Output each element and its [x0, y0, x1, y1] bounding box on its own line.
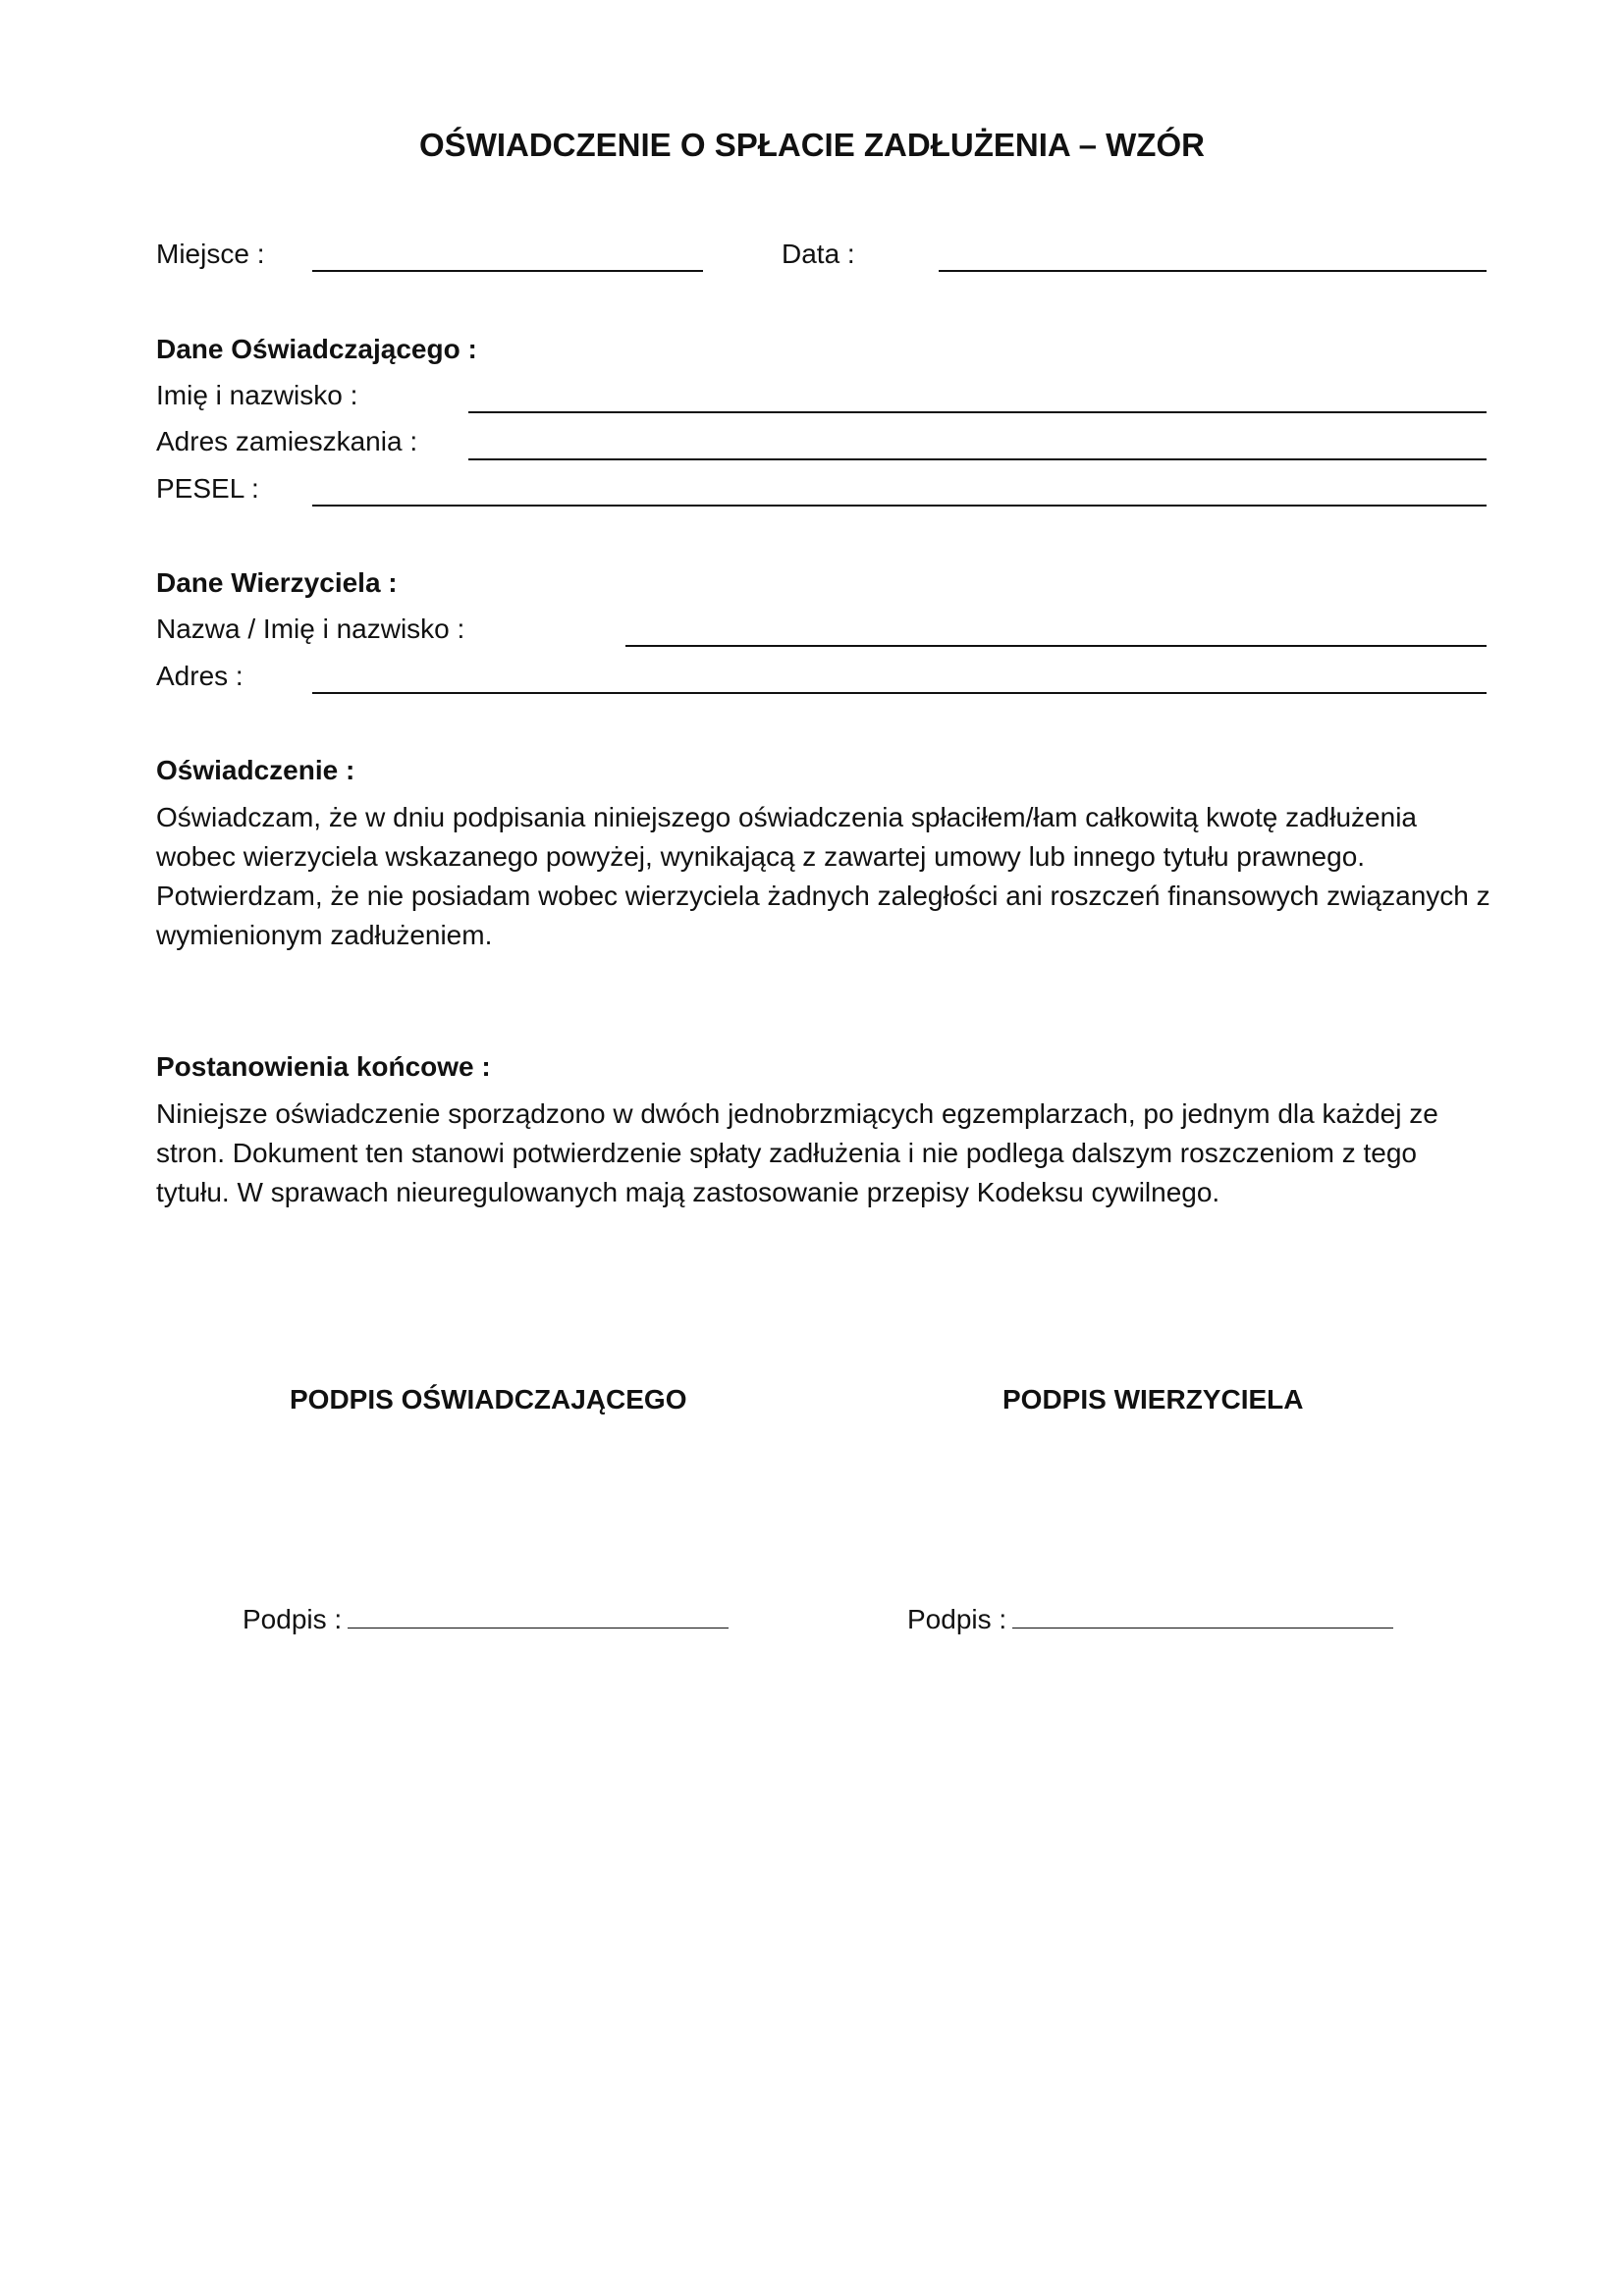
statement-heading: Oświadczenie : — [156, 755, 355, 785]
declarant-signature-field[interactable] — [348, 1602, 729, 1629]
creditor-name-field-line[interactable] — [625, 645, 1487, 647]
place-field-line[interactable] — [312, 270, 703, 272]
date-label: Data : — [782, 239, 855, 269]
declarant-heading: Dane Oświadczającego : — [156, 334, 477, 364]
declarant-name-label: Imię i nazwisko : — [156, 380, 358, 410]
final-provisions-body — [156, 1095, 1491, 1212]
document-title: OŚWIADCZENIE O SPŁACIE ZADŁUŻENIA – WZÓR — [419, 127, 1205, 163]
declarant-signature-row — [243, 1602, 729, 1636]
declarant-address-field-line[interactable] — [468, 458, 1487, 460]
creditor-address-field-line[interactable] — [312, 692, 1487, 694]
declarant-name-field-line[interactable] — [468, 411, 1487, 413]
declarant-address-label: Adres zamieszkania : — [156, 426, 418, 456]
final-provisions-heading: Postanowienia końcowe : — [156, 1051, 491, 1082]
final-provisions-text: Niniejsze oświadczenie sporządzono w dwóch jednobrzmiących egzemplarzach, po jednym dla każdej ze stron. Dokument ten stanowi potwierdzenie spłaty zadłużenia i nie podlega dalszym roszczeniom z tego tytułu. W sprawach nieuregulowanych mają zastosowanie przepisy Kodeksu cywilnego. — [156, 1098, 1438, 1207]
declarant-signature-heading: PODPIS OŚWIADCZAJĄCEGO — [290, 1384, 687, 1415]
declarant-signature-label: Podpis : — [243, 1604, 343, 1634]
creditor-signature-label: Podpis : — [907, 1604, 1007, 1634]
creditor-signature-row — [907, 1602, 1393, 1636]
creditor-name-label: Nazwa / Imię i nazwisko : — [156, 614, 465, 644]
statement-body — [156, 798, 1491, 955]
declarant-pesel-field-line[interactable] — [312, 505, 1487, 507]
statement-text: Oświadczam, że w dniu podpisania niniejszego oświadczenia spłaciłem/łam całkowitą kwotę zadłużenia wobec wierzyciela wskazanego powyżej, wynikającą z zawartej umowy lub innego tytułu prawnego. Potwierdzam, że nie posiadam wobec wierzyciela żadnych zaległości ani roszczeń finansowych związanych z wymienionym zadłużeniem. — [156, 802, 1490, 950]
creditor-signature-heading: PODPIS WIERZYCIELA — [1002, 1384, 1304, 1415]
creditor-address-label: Adres : — [156, 661, 244, 691]
creditor-signature-field[interactable] — [1012, 1602, 1393, 1629]
place-label: Miejsce : — [156, 239, 265, 269]
date-field-line[interactable] — [939, 270, 1487, 272]
declarant-pesel-label: PESEL : — [156, 473, 259, 504]
creditor-heading: Dane Wierzyciela : — [156, 567, 398, 598]
